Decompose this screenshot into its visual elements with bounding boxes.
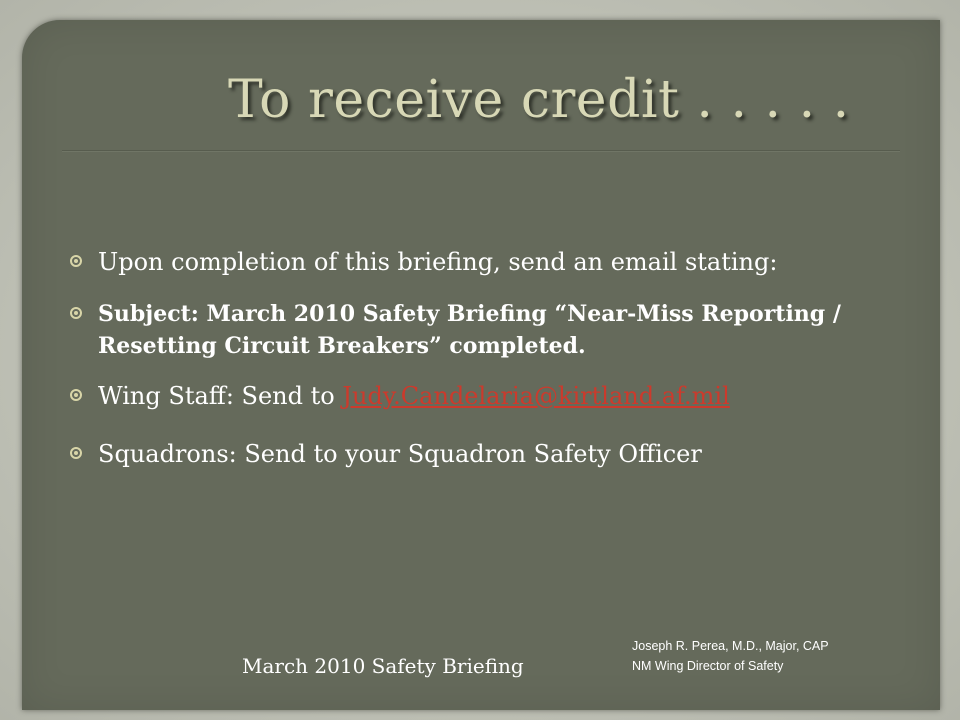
bullet-marker-icon	[70, 255, 82, 267]
bullet-item-squadrons	[70, 438, 910, 470]
bullet-text: Squadrons: Send to your Squadron Safety Officer	[98, 440, 702, 468]
bullet-item-wing-staff	[70, 380, 910, 412]
bullet-item-subject	[70, 298, 910, 362]
title-divider	[62, 150, 900, 152]
author-name: Joseph R. Perea, M.D., Major, CAP	[632, 639, 829, 653]
bullet-item-instructions	[70, 246, 910, 278]
email-link[interactable]: Judy.Candelaria@kirtland.af.mil	[342, 382, 730, 410]
footer-briefing-title: March 2010 Safety Briefing	[242, 654, 524, 678]
bullet-marker-icon	[70, 389, 82, 401]
bullet-text	[98, 382, 730, 410]
bullet-marker-icon	[70, 307, 82, 319]
bullet-list	[70, 246, 910, 470]
bullet-prefix: Wing Staff: Send to	[98, 382, 343, 410]
bullet-text: Subject: March 2010 Safety Briefing “Near-Miss Reporting / Resetting Circuit Breakers” completed.	[98, 301, 841, 359]
author-role: NM Wing Director of Safety	[632, 659, 784, 673]
slide-title: To receive credit . . . . .	[228, 70, 850, 130]
bullet-text: Upon completion of this briefing, send an email stating:	[98, 248, 778, 276]
bullet-marker-icon	[70, 447, 82, 459]
footer-author	[632, 636, 829, 676]
